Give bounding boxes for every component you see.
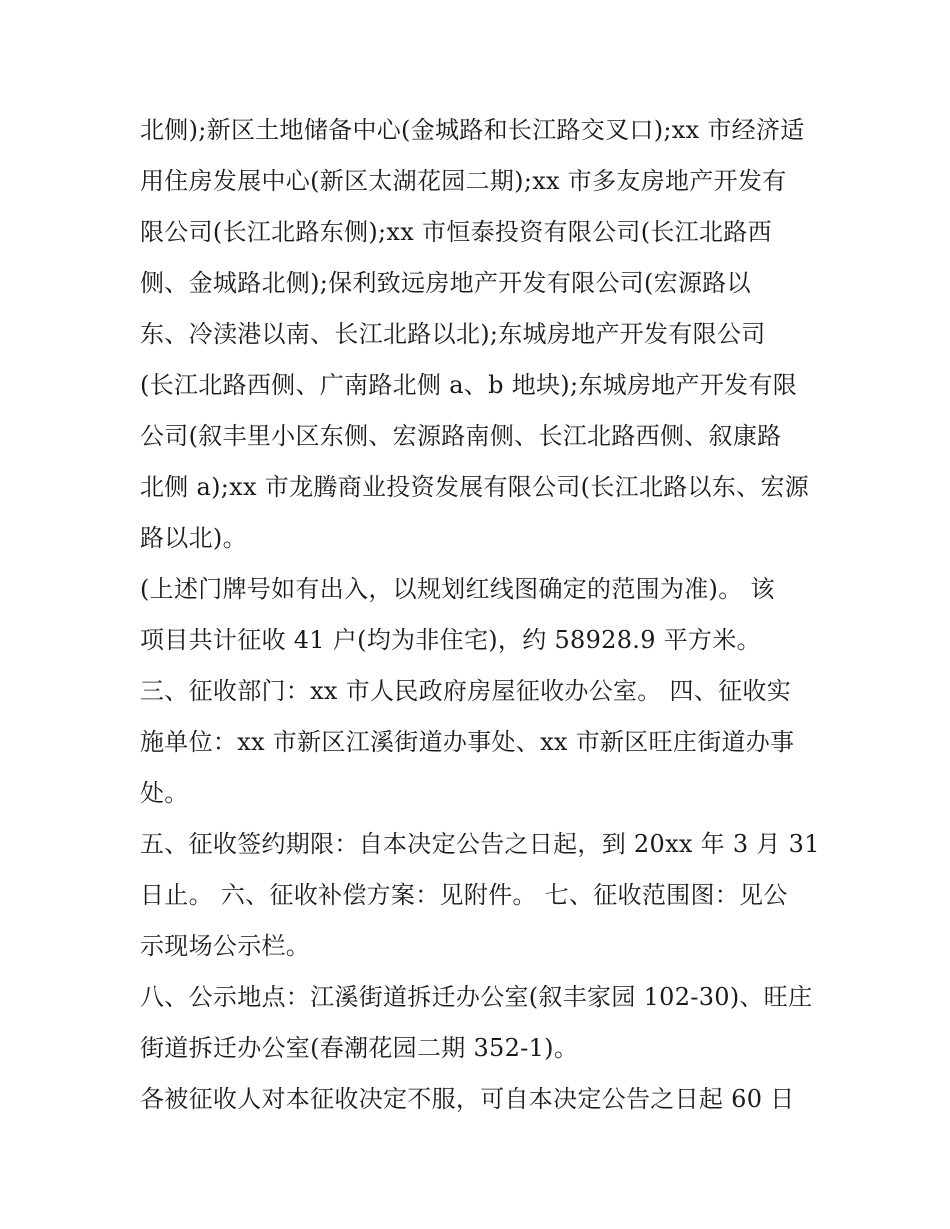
text-line: 北侧);新区土地储备中心(金城路和长江路交叉口);xx 市经济适 — [140, 116, 805, 144]
text-line: 示现场公示栏。 — [140, 932, 311, 960]
text-line: 东、冷渎港以南、长江北路以北);东城房地产开发有限公司 — [140, 320, 766, 348]
text-line: 施单位：xx 市新区江溪街道办事处、xx 市新区旺庄街道办事 — [140, 728, 795, 756]
text-line: (上述门牌号如有出入，以规划红线图确定的范围为准)。 该 — [140, 575, 775, 603]
text-line: 公司(叙丰里小区东侧、宏源路南侧、长江北路西侧、叙康路 — [140, 422, 782, 450]
text-line: 五、征收签约期限：自本决定公告之日起，到 20xx 年 3 月 31 — [140, 830, 820, 858]
text-line: 各被征收人对本征收决定不服，可自本决定公告之日起 60 日 — [140, 1085, 795, 1113]
text-line: 三、征收部门：xx 市人民政府房屋征收办公室。 四、征收实 — [140, 677, 792, 705]
text-line: 侧、金城路北侧);保利致远房地产开发有限公司(宏源路以 — [140, 269, 751, 297]
text-line: 项目共计征收 41 户(均为非住宅)，约 58928.9 平方米。 — [140, 626, 761, 654]
text-line: 街道拆迁办公室(春潮花园二期 352-1)。 — [140, 1034, 579, 1062]
text-line: 路以北)。 — [140, 524, 247, 552]
text-line: 北侧 a);xx 市龙腾商业投资发展有限公司(长江北路以东、宏源 — [140, 473, 810, 501]
text-line: 限公司(长江北路东侧);xx 市恒泰投资有限公司(长江北路西 — [140, 218, 772, 246]
text-line: 用住房发展中心(新区太湖花园二期);xx 市多友房地产开发有 — [140, 167, 787, 195]
body-text — [140, 105, 820, 1125]
text-line: 处。 — [140, 779, 189, 807]
text-line: 八、公示地点：江溪街道拆迁办公室(叙丰家园 102-30)、旺庄 — [140, 983, 813, 1011]
text-line: 日止。 六、征收补偿方案：见附件。 七、征收范围图：见公 — [140, 881, 788, 909]
text-line: (长江北路西侧、广南路北侧 a、b 地块);东城房地产开发有限 — [140, 371, 798, 399]
